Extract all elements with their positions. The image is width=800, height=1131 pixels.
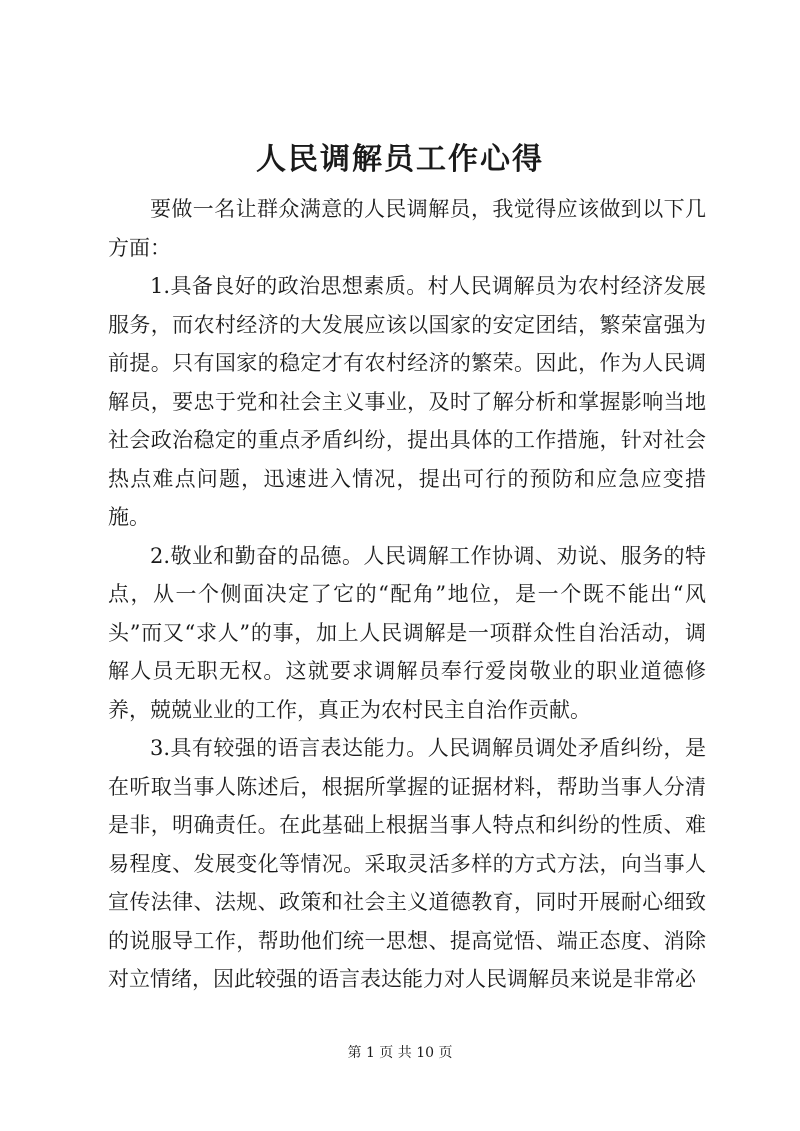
paragraph-point-3: 3.具有较强的语言表达能力。人民调解员调处矛盾纠纷，是在听取当事人陈述后，根据所掌握的证据材料，帮助当事人分清是非，明确责任。在此基础上根据当事人特点和纠纷的性质、难易程度、发展变化等情况。采取灵活多样的方式方法，向当事人宣传法律、法规、政策和社会主义道德教育，同时开展耐心细致的说服导工作，帮助他们统一思想、提高觉悟、端正态度、消除对立情绪，因此较强的语言表达能力对人民调解员来说是非常必 <box>108 736 706 991</box>
document-title: 人民调解员工作心得 <box>256 142 544 177</box>
paragraph-intro: 要做一名让群众满意的人民调解员，我觉得应该做到以下几方面： <box>108 197 706 260</box>
document-body <box>108 190 706 999</box>
paragraph-point-2: 2.敬业和勤奋的品德。人民调解工作协调、劝说、服务的特点，从一个侧面决定了它的“配角”地位，是一个既不能出“风头”而又“求人”的事，加上人民调解是一项群众性自治活动，调解人员无职无权。这就要求调解员奉行爱岗敬业的职业道德修养，兢兢业业的工作，真正为农村民主自治作贡献。 <box>108 543 706 722</box>
paragraph-point-1: 1.具备良好的政治思想素质。村人民调解员为农村经济发展服务，而农村经济的大发展应该以国家的安定团结，繁荣富强为前提。只有国家的稳定才有农村经济的繁荣。因此，作为人民调解员，要忠于党和社会主义事业，及时了解分析和掌握影响当地社会政治稳定的重点矛盾纠纷，提出具体的工作措施，针对社会热点难点问题，迅速进入情况，提出可行的预防和应急应变措施。 <box>108 274 706 529</box>
page-number-footer: 第 1 页 共 10 页 <box>347 1045 453 1061</box>
